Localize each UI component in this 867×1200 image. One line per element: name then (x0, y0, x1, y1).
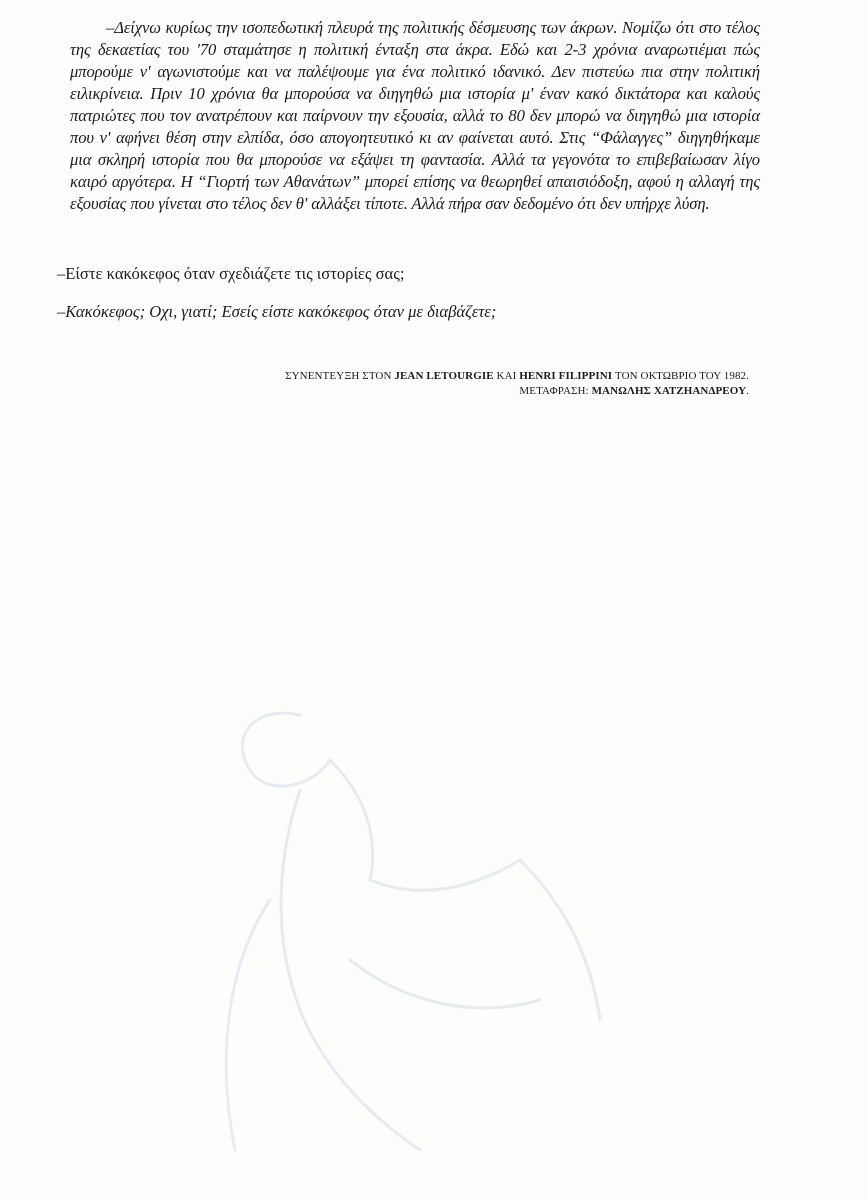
interview-question: –Είστε κακόκεφος όταν σχεδιάζετε τις ιστορίες σας; (57, 264, 405, 283)
translation-suffix: . (746, 385, 749, 397)
translation-prefix: ΜΕΤΑΦΡΑΣΗ: (519, 385, 592, 397)
interviewer-name: HENRI FILIPPINI (519, 370, 613, 382)
translation-credit-line (285, 384, 749, 399)
interviewer-name: JEAN LETOURGIE (394, 370, 494, 382)
interview-prefix: ΣΥΝΕΝΤΕΥΞΗ ΣΤΟΝ (285, 370, 395, 382)
interview-credit-line (285, 369, 749, 384)
interview-answer: –Κακόκεφος; Οχι, γιατί; Εσείς είστε κακόκεφος όταν με διαβάζετε; (57, 302, 497, 321)
conjunction: ΚΑΙ (493, 370, 520, 382)
interview-date: ΤΟΝ ΟΚΤΩΒΡΙΟ ΤΟΥ 1982. (612, 370, 749, 382)
credits-block (285, 369, 749, 399)
interview-answer-paragraph: –Δείχνω κυρίως την ισοπεδωτική πλευρά της πολιτικής δέσμευσης των άκρων. Νομίζω ότι στο τέλος της δεκαετίας του '70 σταμάτησε η πολιτική ένταξη στα άκρα. Εδώ και 2-3 χρόνια αναρωτιέμαι πώς μπορούμε ν' αγωνιστούμε και να παλέψουμε για ένα πολιτικό ιδανικό. Δεν πιστεύω πια στην πολιτική ειλικρίνεια. Πριν 10 χρόνια θα μπορούσα να διηγηθώ μια ιστορία μ' έναν κακό δικτάτορα και καλούς πατριώτες που τον ανατρέπουν και παίρνουν την εξουσία, αλλά το 80 δεν μπορώ να διηγηθώ μια ιστορία που ν' αφήνει θέση στην ελπίδα, όσο απογοητευτικό κι αν φαίνεται αυτό. Στις “Φάλαγγες” διηγηθήκαμε μια σκληρή ιστορία που θα μπορούσε να εξάψει τη φαντασία. Αλλά τα γεγονότα το επιβεβαίωσαν λίγο καιρό αργότερα. Η “Γιορτή των Αθανάτων” μπορεί επίσης να θεωρηθεί απαισιόδοξη, αφού η αλλαγή της εξουσίας που γίνεται στο τέλος δεν θ' αλλάξει τίποτε. Αλλά πήρα σαν δεδομένο ότι δεν υπήρχε λύση. (70, 18, 760, 213)
translator-name: ΜΑΝΩΛΗΣ ΧΑΤΖΗΑΝΔΡΕΟΥ (591, 385, 747, 397)
